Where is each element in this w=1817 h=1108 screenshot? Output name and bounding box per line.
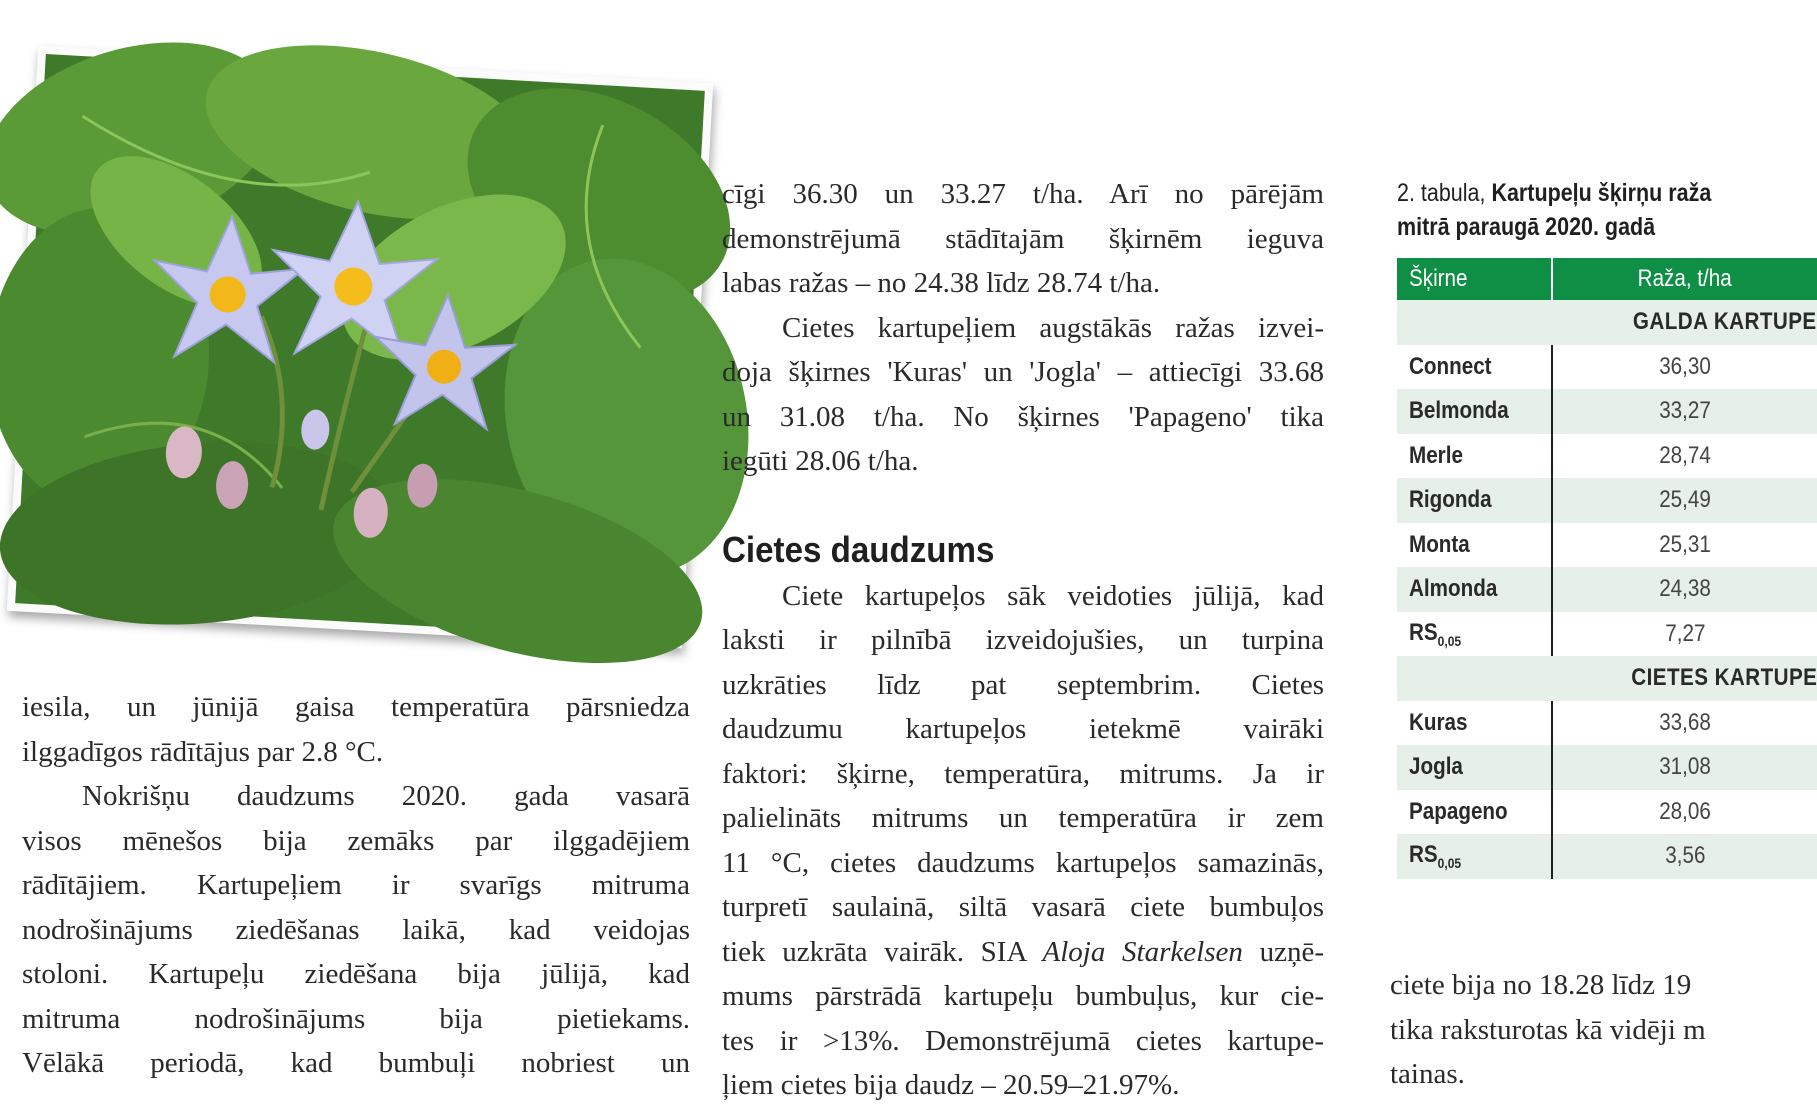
variety-name: Monta — [1397, 523, 1552, 568]
lsd-value: 7,27 — [1664, 619, 1706, 647]
table-row — [1397, 523, 1817, 568]
table-caption — [1397, 176, 1758, 210]
paragraph-line: Ciete kartupeļos sāk veidoties jūlijā, kad — [782, 579, 1324, 612]
table-row-lsd — [1397, 834, 1817, 879]
paragraph-line: daudzumu kartupeļos ietekmē vairāki — [722, 713, 1324, 745]
paragraph-line: mums pārstrādā kartupeļu bumbuļus, kur cie- — [722, 980, 1324, 1012]
paragraph-line: doja šķirnes 'Kuras' un 'Jogla' – attiecīgi 33.68 — [722, 356, 1324, 388]
yield-value: 25,31 — [1659, 530, 1711, 558]
section-heading: Cietes daudzums — [722, 528, 995, 570]
paragraph-line: visos mēnešos bija zemāks par ilggadējiem — [22, 824, 690, 857]
table-row — [1397, 745, 1817, 790]
paragraph-line: palielināts mitrums un temperatūra ir zem — [722, 802, 1324, 834]
table-caption-prefix: 2. tabula, — [1397, 179, 1492, 207]
text-run: tiek uzkrāta vairāk. SIA — [722, 935, 1043, 968]
paragraph-line: stoloni. Kartupeļu ziedēšana bija jūlijā, kad — [22, 958, 690, 990]
paragraph-line: demonstrējumā stādītajām šķirnēm ieguva — [722, 222, 1324, 255]
paragraph-line: un 31.08 t/ha. No šķirnes 'Papageno' tika — [722, 400, 1324, 433]
yield-value: 33,27 — [1552, 389, 1817, 434]
table-row — [1397, 701, 1817, 746]
lsd-label: $RS_{0,05}$ — [1397, 612, 1552, 657]
paragraph-line: tes ir >13%. Demonstrējumā cietes kartupe- — [722, 1024, 1324, 1057]
variety-name: Kuras — [1397, 701, 1552, 746]
table-row — [1397, 345, 1817, 390]
lsd-label: $RS_{0,05}$ — [1397, 834, 1552, 879]
yield-value: 25,49 — [1552, 478, 1817, 523]
yield-table — [1397, 258, 1817, 879]
yield-value: 31,08 — [1552, 745, 1817, 790]
variety-name: Papageno — [1397, 790, 1552, 835]
column-header-variety: Šķirne — [1397, 258, 1552, 300]
paragraph-line: ciete bija no 18.28 līdz 19 — [1390, 969, 1692, 1001]
paragraph-line: tainas. — [1390, 1058, 1465, 1090]
variety-name: Rigonda — [1397, 478, 1552, 523]
paragraph-line: Cietes kartupeļiem augstākās ražas izvei- — [782, 311, 1324, 344]
yield-value: 28,06 — [1659, 797, 1711, 825]
lsd-value: 3,56 — [1552, 834, 1817, 879]
paragraph-line: labas ražas – no 24.38 līdz 28.74 t/ha. — [722, 267, 1161, 299]
variety-name: Almonda — [1397, 567, 1552, 612]
paragraph-line: mitruma nodrošinājums bija pietiekams. — [22, 1002, 690, 1035]
left-text-column — [22, 685, 690, 1086]
paragraph-line: turpretī saulainā, siltā vasarā ciete bumbuļos — [722, 891, 1324, 923]
paragraph-line: ilggadīgos rādītājus par 2.8 °C. — [22, 735, 384, 768]
paragraph-line: nodrošinājums ziedēšanas laikā, kad veidojas — [22, 913, 690, 946]
group-row-starch-potatoes — [1397, 656, 1817, 701]
paragraph-line: rādītājiem. Kartupeļiem ir svarīgs mitruma — [22, 869, 690, 901]
yield-value: 36,30 — [1659, 352, 1711, 380]
company-name: Aloja Starkelsen — [1042, 935, 1243, 968]
table-header-row — [1397, 258, 1817, 300]
potato-flower-image — [15, 54, 705, 640]
text-run: uzņē- — [1242, 935, 1324, 968]
yield-value: 33,68 — [1659, 708, 1711, 736]
table-caption-title: Kartupeļu šķirņu raža — [1491, 179, 1712, 207]
variety-name: Connect — [1397, 345, 1552, 390]
group-row-table-potatoes — [1397, 300, 1817, 345]
paragraph-line: Vēlākā periodā, kad bumbuļi nobriest un — [22, 1047, 690, 1079]
paragraph-line: iegūti 28.06 t/ha. — [722, 445, 919, 477]
group-label: CIETES KARTUPE — [1397, 656, 1817, 701]
yield-table-block — [1397, 176, 1817, 879]
paragraph-line: faktori: šķirne, temperatūra, mitrums. Ja ir — [722, 757, 1324, 790]
paragraph-line: ļiem cietes bija daudz – 20.59–21.97%. — [722, 1069, 1180, 1101]
group-label: GALDA KARTUPE — [1397, 300, 1817, 345]
table-caption-title-2: mitrā paraugā 2020. gadā — [1397, 213, 1656, 241]
variety-name: Belmonda — [1397, 389, 1552, 434]
paragraph-line: uzkrāties līdz pat septembrim. Cietes — [722, 668, 1324, 701]
yield-value: 28,74 — [1659, 441, 1711, 469]
paragraph-line: cīgi 36.30 un 33.27 t/ha. Arī no pārējām — [722, 178, 1324, 210]
middle-text-column — [722, 172, 1324, 1108]
table-row — [1397, 434, 1817, 479]
yield-value: 24,38 — [1552, 567, 1817, 612]
paragraph-line — [722, 930, 1324, 975]
paragraph-line: 11 °C, cietes daudzums kartupeļos samazinās, — [722, 846, 1324, 879]
paragraph-line: laksti ir pilnībā izveidojušies, un turpina — [722, 624, 1324, 656]
paragraph-line: Nokrišņu daudzums 2020. gada vasarā — [82, 780, 690, 812]
paragraph-line: iesila, un jūnijā gaisa temperatūra pārsniedza — [22, 691, 690, 723]
variety-name: Jogla — [1397, 745, 1552, 790]
right-text-column — [1390, 963, 1810, 1097]
table-row — [1397, 478, 1817, 523]
table-row-lsd — [1397, 612, 1817, 657]
variety-name: Merle — [1397, 434, 1552, 479]
paragraph-line: tika raksturotas kā vidēji m — [1390, 1013, 1706, 1046]
column-header-yield: Raža, t/ha — [1552, 258, 1817, 300]
table-row — [1397, 567, 1817, 612]
table-caption-line2 — [1397, 210, 1758, 244]
table-row — [1397, 389, 1817, 434]
table-row — [1397, 790, 1817, 835]
potato-flower-photo — [7, 46, 714, 649]
